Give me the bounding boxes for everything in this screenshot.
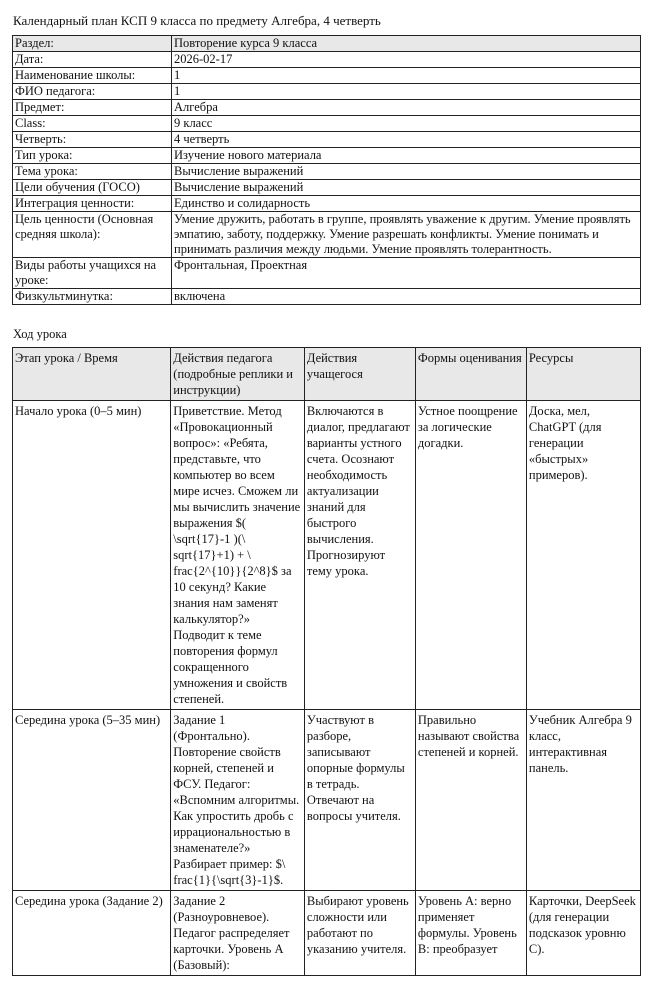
header-resources: Ресурсы [526,348,640,401]
info-row [13,36,641,52]
plan-cell-stage: Середина урока (5–35 мин) [13,710,171,891]
info-key: Предмет: [13,100,172,116]
info-key: Class: [13,116,172,132]
info-value: 4 четверть [172,132,641,148]
lesson-plan-table [12,347,641,976]
plan-header-row [13,348,641,401]
plan-row [13,710,641,891]
plan-cell-student: Участвуют в разборе, записывают опорные формулы в тетрадь. Отвечают на вопросы учителя. [304,710,415,891]
info-row [13,148,641,164]
info-row [13,212,641,258]
info-value: 1 [172,68,641,84]
plan-cell-teacher: Приветствие. Метод «Провокационный вопрос»: «Ребята, представьте, что компьютер во всем мире исчез. Сможем ли мы вычислить значение выражения $( \sqrt{17}-1 )(\ sqrt{17}+1) + \ frac{2^{10}}{2^8}$ за 10 секунд? Какие знания нам заменят калькулятор?» Подводит к теме повторения формул сокращенного умножения и свойств степеней. [171,401,305,710]
info-key: Цели обучения (ГОСО) [13,180,172,196]
info-row [13,164,641,180]
info-value: Повторение курса 9 класса [172,36,641,52]
info-key: Цель ценности (Основная средняя школа): [13,212,172,258]
info-row [13,116,641,132]
plan-row [13,891,641,976]
info-row [13,84,641,100]
plan-cell-assessment: Правильно называют свойства степеней и корней. [415,710,526,891]
info-value: включена [172,289,641,305]
plan-cell-student: Выбирают уровень сложности или работают по указанию учителя. [304,891,415,976]
header-teacher-actions: Действия педагога (подробные реплики и инструкции) [171,348,305,401]
info-value: Умение дружить, работать в группе, проявлять уважение к другим. Умение проявлять эмпатию, заботу, поддержку. Умение разрешать конфликты. Умение понимать и принимать различия между людьми. Умение проявлять толерантность. [172,212,641,258]
info-key: Физкультминутка: [13,289,172,305]
info-key: ФИО педагога: [13,84,172,100]
info-row [13,68,641,84]
plan-cell-resources: Карточки, DeepSeek (для генерации подсказок уровню С). [526,891,640,976]
info-row [13,180,641,196]
header-student-actions: Действия учащегося [304,348,415,401]
info-key: Интеграция ценности: [13,196,172,212]
plan-cell-stage: Середина урока (Задание 2) [13,891,171,976]
info-key: Четверть: [13,132,172,148]
lesson-info-table [12,35,641,305]
info-key: Дата: [13,52,172,68]
info-key: Тип урока: [13,148,172,164]
header-assessment: Формы оценивания [415,348,526,401]
info-value: Алгебра [172,100,641,116]
plan-row [13,401,641,710]
info-value: Вычисление выражений [172,164,641,180]
plan-cell-resources: Доска, мел, ChatGPT (для генерации «быстрых» примеров). [526,401,640,710]
info-value: Вычисление выражений [172,180,641,196]
info-key: Виды работы учащихся на уроке: [13,258,172,289]
info-row [13,196,641,212]
info-key: Наименование школы: [13,68,172,84]
info-value: Фронтальная, Проектная [172,258,641,289]
plan-cell-resources: Учебник Алгебра 9 класс, интерактивная панель. [526,710,640,891]
info-value: Изучение нового материала [172,148,641,164]
info-row [13,289,641,305]
info-value: Единство и солидарность [172,196,641,212]
info-value: 9 класс [172,116,641,132]
document-title: Календарный план КСП 9 класса по предмету Алгебра, 4 четверть [13,13,381,28]
plan-cell-teacher: Задание 2 (Разноуровневое). Педагог распределяет карточки. Уровень А (Базовый): [171,891,305,976]
header-stage: Этап урока / Время [13,348,171,401]
info-key: Раздел: [13,36,172,52]
info-row [13,258,641,289]
info-value: 2026-02-17 [172,52,641,68]
plan-cell-student: Включаются в диалог, предлагают варианты устного счета. Осознают необходимость актуализации знаний для быстрого вычисления. Прогнозируют тему урока. [304,401,415,710]
info-key: Тема урока: [13,164,172,180]
info-value: 1 [172,84,641,100]
info-row [13,132,641,148]
info-row [13,100,641,116]
plan-cell-assessment: Устное поощрение за логические догадки. [415,401,526,710]
lesson-flow-heading: Ход урока [13,327,67,341]
plan-cell-assessment: Уровень А: верно применяет формулы. Уровень В: преобразует [415,891,526,976]
plan-cell-stage: Начало урока (0–5 мин) [13,401,171,710]
info-row [13,52,641,68]
plan-cell-teacher: Задание 1 (Фронтально). Повторение свойств корней, степеней и ФСУ. Педагог: «Вспомним алгоритмы. Как упростить дробь с иррациональностью в знаменателе?» Разбирает пример: $\ frac{1}{\sqrt{3}-1}$. [171,710,305,891]
